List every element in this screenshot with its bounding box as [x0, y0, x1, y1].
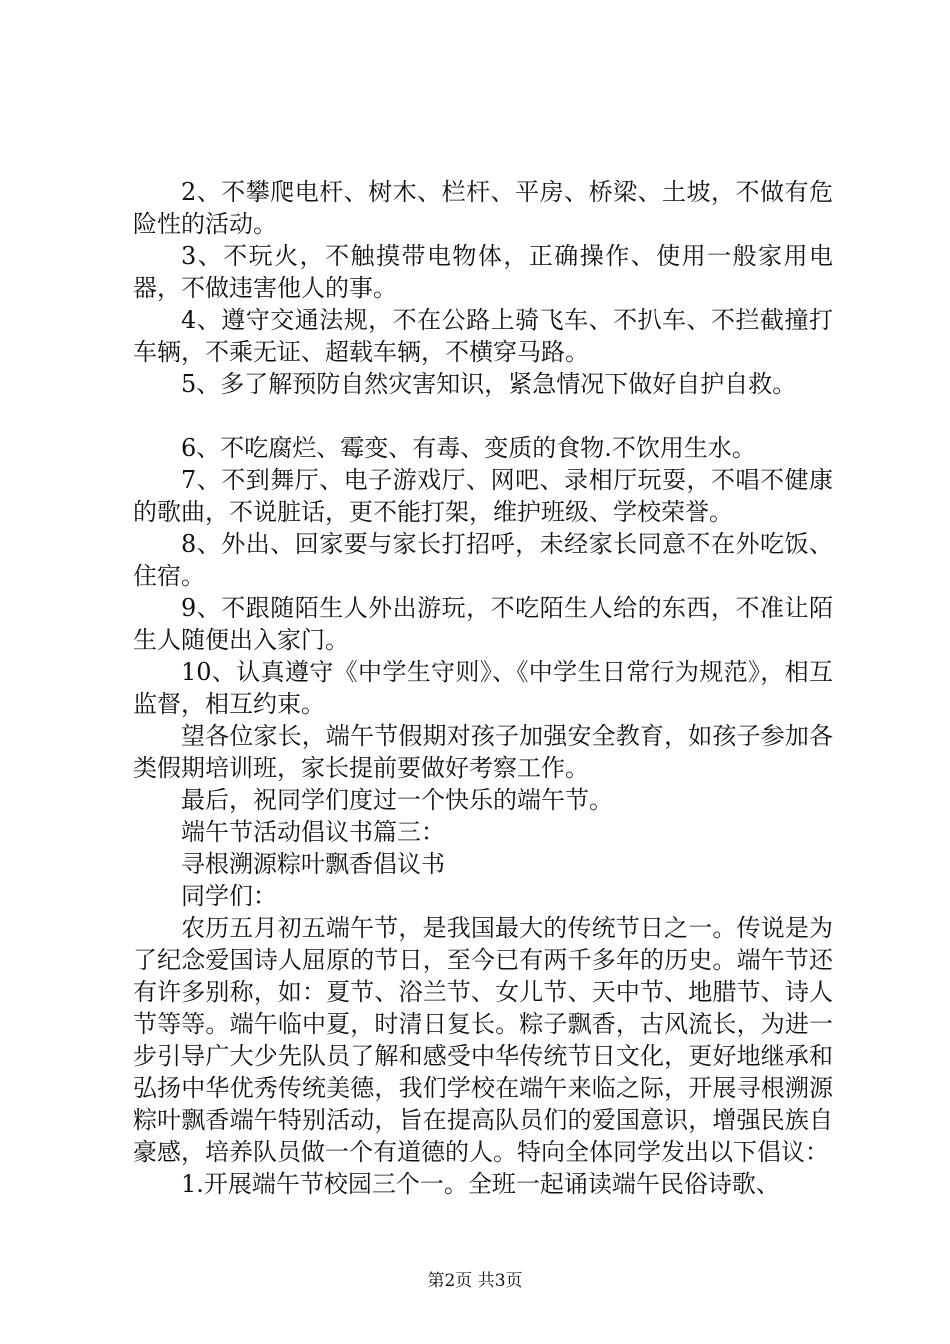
paragraph-item-9: 9、不跟随陌生人外出游玩，不吃陌生人给的东西，不准让陌生人随便出入家门。: [133, 594, 833, 654]
paragraph-item-5: 5、多了解预防自然灾害知识，紧急情况下做好自护自救。: [181, 370, 797, 398]
proposal-title: 寻根溯源粽叶飘香倡议书: [181, 850, 445, 878]
paragraph-item-4: 4、遵守交通法规，不在公路上骑飞车、不扒车、不拦截撞打车辆，不乘无证、超载车辆，不横穿马路。: [133, 306, 833, 366]
section-heading: 端午节活动倡议书篇三：: [181, 818, 445, 846]
paragraph-item-7: 7、不到舞厅、电子游戏厅、网吧、录相厅玩耍，不唱不健康的歌曲，不说脏话，更不能打架，维护班级、学校荣誉。: [133, 466, 833, 526]
paragraph-introduction: 农历五月初五端午节，是我国最大的传统节日之一。传说是为了纪念爱国诗人屈原的节日，至今已有两千多年的历史。端午节还有许多别称，如：夏节、浴兰节、女儿节、天中节、地腊节、诗人节等等。端午临中夏，时清日复长。粽子飘香，古风流长，为进一步引导广大少先队员了解和感受中华传统节日文化，更好地继承和弘扬中华优秀传统美德，我们学校在端午来临之际，开展寻根溯源粽叶飘香端午特别活动，旨在提高队员们的爱国意识，增强民族自豪感，培养队员做一个有道德的人。特向全体同学发出以下倡议：: [133, 914, 833, 1166]
paragraph-proposal-1: 1.开展端午节校园三个一。全班一起诵读端午民俗诗歌、: [181, 1170, 780, 1198]
paragraph-item-8: 8、外出、回家要与家长打招呼，未经家长同意不在外吃饭、住宿。: [133, 530, 833, 590]
salutation: 同学们：: [181, 882, 277, 910]
blank-line: [133, 400, 833, 432]
paragraph-item-6: 6、不吃腐烂、霉变、有毒、变质的食物.不饮用生水。: [181, 434, 756, 462]
paragraph-item-10: 10、认真遵守《中学生守则》、《中学生日常行为规范》，相互监督，相互约束。: [133, 658, 833, 718]
document-body: [133, 176, 833, 1200]
page-footer: 第2页 共3页: [427, 1271, 523, 1291]
paragraph-item-2: 2、不攀爬电杆、树木、栏杆、平房、桥梁、土坡，不做有危险性的活动。: [133, 178, 833, 238]
paragraph-closing-wish: 最后，祝同学们度过一个快乐的端午节。: [181, 786, 613, 814]
paragraph-parents-notice: 望各位家长，端午节假期对孩子加强安全教育，如孩子参加各类假期培训班，家长提前要做好考察工作。: [133, 722, 833, 782]
paragraph-item-3: 3、不玩火，不触摸带电物体，正确操作、使用一般家用电器，不做违害他人的事。: [133, 242, 833, 302]
